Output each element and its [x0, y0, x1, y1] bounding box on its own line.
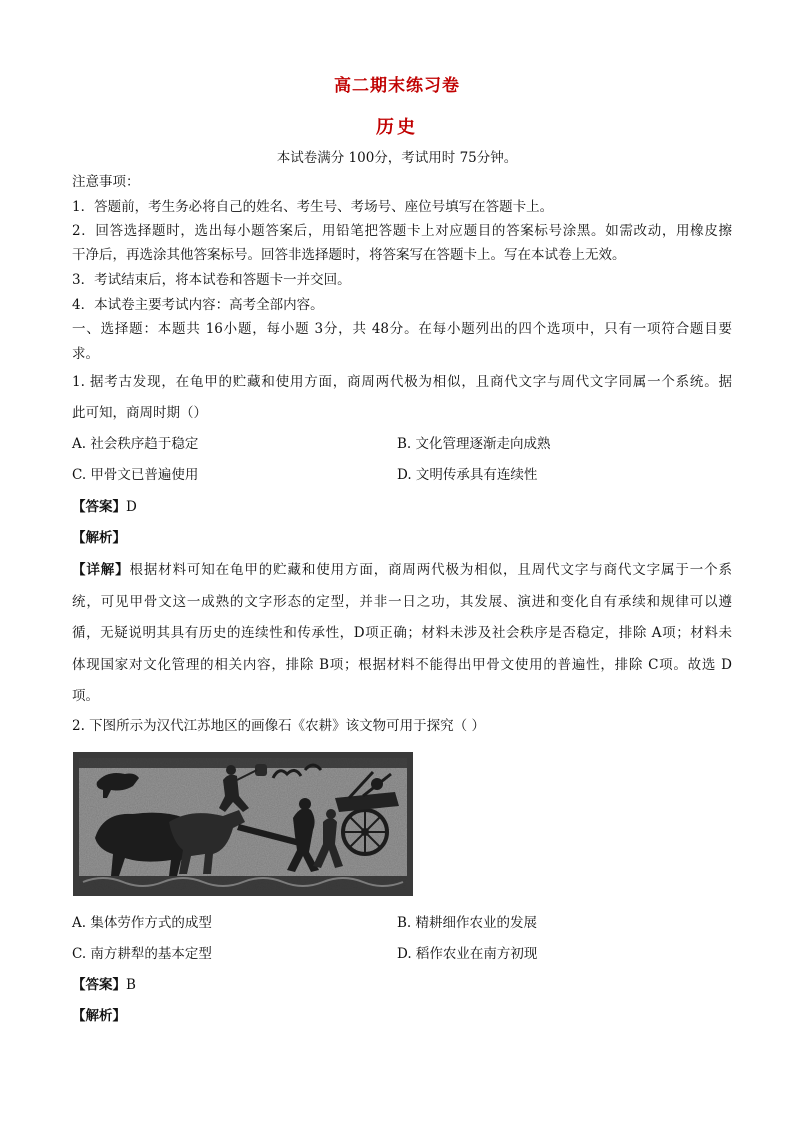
q2-option-b: B. 精耕细作农业的发展	[397, 915, 538, 931]
subject-title: 历史	[376, 117, 418, 138]
notes-item-4: 4．本试卷主要考试内容：高考全部内容。	[72, 297, 324, 313]
q2-stem: 2. 下图所示为汉代江苏地区的画像石《农耕》该文物可用于探究（ ）	[72, 718, 485, 734]
q1-analysis-tag: 【解析】	[72, 530, 126, 546]
section-heading-line-1: 一、选择题：本题共 16小题，每小题 3分，共 48分。在每小题列出的四个选项中，只有一项符合题目要	[72, 321, 732, 337]
q1-option-d: D. 文明传承具有连续性	[397, 467, 538, 483]
q1-detail-line-4: 体现国家对文化管理的相关内容，排除 B项；根据材料不能得出甲骨文使用的普遍性，排除 C项。故选 D	[72, 657, 732, 673]
q1-option-c: C. 甲骨文已普遍使用	[72, 467, 199, 483]
section-heading-line-2: 求。	[72, 346, 99, 362]
notes-item-2-line-1: 2．回答选择题时，选出每小题答案后，用铅笔把答题卡上对应题目的答案标号涂黑。如需改动，用橡皮擦	[72, 223, 732, 239]
answer-tag: 【答案】	[72, 499, 126, 515]
q1-answer	[72, 497, 732, 517]
q1-option-a: A. 社会秩序趋于稳定	[72, 436, 199, 452]
notes-item-2-line-2: 干净后，再选涂其他答案标号。回答非选择题时，将答案写在答题卡上。写在本试卷上无效。	[72, 247, 626, 263]
notes-heading: 注意事项：	[72, 174, 140, 190]
q2-option-a: A. 集体劳作方式的成型	[72, 915, 212, 931]
q2-option-d: D. 稻作农业在南方初现	[397, 946, 538, 962]
q2-analysis-tag: 【解析】	[72, 1008, 126, 1024]
detail-text: 根据材料可知在龟甲的贮藏和使用方面，商周两代极为相似，且周代文字与商代文字属于一个系	[129, 562, 733, 578]
notes-item-3: 3．考试结束后，将本试卷和答题卡一并交回。	[72, 272, 351, 288]
q1-stem-line-1: 1. 据考古发现，在龟甲的贮藏和使用方面，商周两代极为相似，且商代文字与周代文字同属一个系统。据	[72, 374, 732, 390]
q2-option-c: C. 南方耕犁的基本定型	[72, 946, 212, 962]
stone-relief-image	[73, 752, 413, 896]
q1-detail-line-5: 项。	[72, 688, 99, 704]
answer-tag: 【答案】	[72, 977, 126, 993]
q1-detail-line-1	[72, 560, 732, 580]
answer-value: D	[126, 499, 137, 515]
notes-item-1: 1．答题前，考生务必将自己的姓名、考生号、考场号、座位号填写在答题卡上。	[72, 199, 554, 215]
q1-detail-line-2: 统，可见甲骨文这一成熟的文字形态的定型，并非一日之功，其发展、演进和变化自有承续和规律可以遵	[72, 594, 732, 610]
detail-tag: 【详解】	[72, 562, 130, 578]
q2-answer	[72, 975, 732, 995]
page-title: 高二期末练习卷	[334, 76, 460, 96]
q1-detail-line-3: 循，无疑说明其具有历史的连续性和传承性，D项正确；材料未涉及社会秩序是否稳定，排除 A项；材料未	[72, 625, 732, 641]
exam-info: 本试卷满分 100分，考试用时 75分钟。	[276, 150, 518, 166]
q1-option-b: B. 文化管理逐渐走向成熟	[397, 436, 551, 452]
q1-stem-line-2: 此可知，商周时期（）	[72, 405, 207, 421]
answer-value: B	[126, 977, 136, 993]
